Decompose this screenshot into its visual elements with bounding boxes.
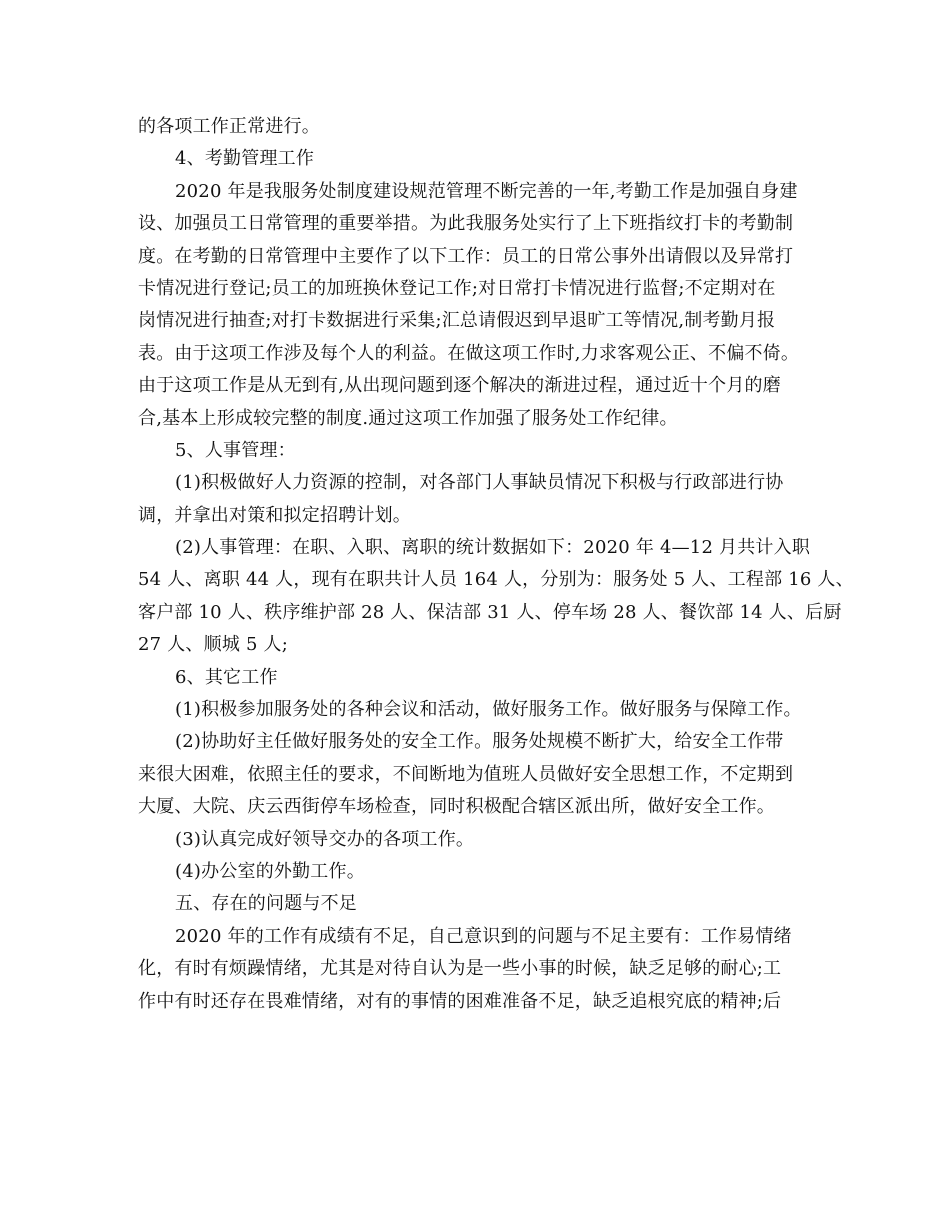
text-line: 作中有时还存在畏难情绪，对有的事情的困难准备不足，缺乏追根究底的精神;后 (138, 990, 782, 1012)
text-line: 合,基本上形成较完整的制度.通过这项工作加强了服务处工作纪律。 (138, 407, 678, 429)
text-line: (1)积极做好人力资源的控制，对各部门人事缺员情况下积极与行政部进行协 (175, 472, 784, 494)
text-line: 5、人事管理： (175, 439, 296, 461)
text-line: (2)人事管理：在职、入职、离职的统计数据如下：2020 年 4—12 月共计入职 (175, 537, 811, 559)
text-line: 的各项工作正常进行。 (138, 116, 320, 137)
text-line: 大厦、大院、庆云西街停车场检查，同时积极配合辖区派出所，做好安全工作。 (138, 796, 775, 818)
text-line: 卡情况进行登记;员工的加班换休登记工作;对日常打卡情况进行监督;不定期对在 (138, 277, 776, 299)
text-line: 表。由于这项工作涉及每个人的利益。在做这项工作时,力求客观公正、不偏不倚。 (138, 342, 800, 364)
text-line: 度。在考勤的日常管理中主要作了以下工作：员工的日常公事外出请假以及异常打 (138, 245, 794, 267)
text-line: 来很大困难，依照主任的要求，不间断地为值班人员做好安全思想工作，不定期到 (138, 763, 794, 785)
text-line: (4)办公室的外勤工作。 (175, 860, 365, 882)
text-line: (1)积极参加服务处的各种会议和活动，做好服务工作。做好服务与保障工作。 (175, 699, 802, 721)
text-line: 由于这项工作是从无到有,从出现问题到逐个解决的渐进过程，通过近十个月的磨 (138, 375, 781, 397)
text-line: 27 人、顺城 5 人; (138, 634, 288, 656)
text-line: 54 人、离职 44 人，现有在职共计人员 164 人，分别为：服务处 5 人、工程部 16 人、 (138, 569, 854, 591)
text-line: 五、存在的问题与不足 (175, 893, 357, 915)
text-line: 6、其它工作 (175, 666, 278, 688)
text-line: 客户部 10 人、秩序维护部 28 人、保洁部 31 人、停车场 28 人、餐饮部 14 人、后厨 (138, 601, 842, 623)
document-body (138, 111, 854, 1018)
text-line: 调，并拿出对策和拟定招聘计划。 (138, 504, 411, 526)
text-line: 岗情况进行抽查;对打卡数据进行采集;汇总请假迟到早退旷工等情况,制考勤月报 (138, 310, 776, 332)
text-line: 2020 年的工作有成绩有不足，自己意识到的问题与不足主要有：工作易情绪 (175, 925, 792, 947)
text-line: 设、加强员工日常管理的重要举措。为此我服务处实行了上下班指纹打卡的考勤制 (138, 213, 794, 235)
text-line: (2)协助好主任做好服务处的安全工作。服务处规模不断扩大，给安全工作带 (175, 731, 784, 753)
text-line: 2020 年是我服务处制度建设规范管理不断完善的一年,考勤工作是加强自身建 (175, 180, 798, 202)
text-line: (3)认真完成好领导交办的各项工作。 (175, 828, 475, 850)
text-line: 4、考勤管理工作 (175, 148, 315, 170)
text-line: 化，有时有烦躁情绪，尤其是对待自认为是一些小事的时候，缺乏足够的耐心;工 (138, 958, 782, 980)
